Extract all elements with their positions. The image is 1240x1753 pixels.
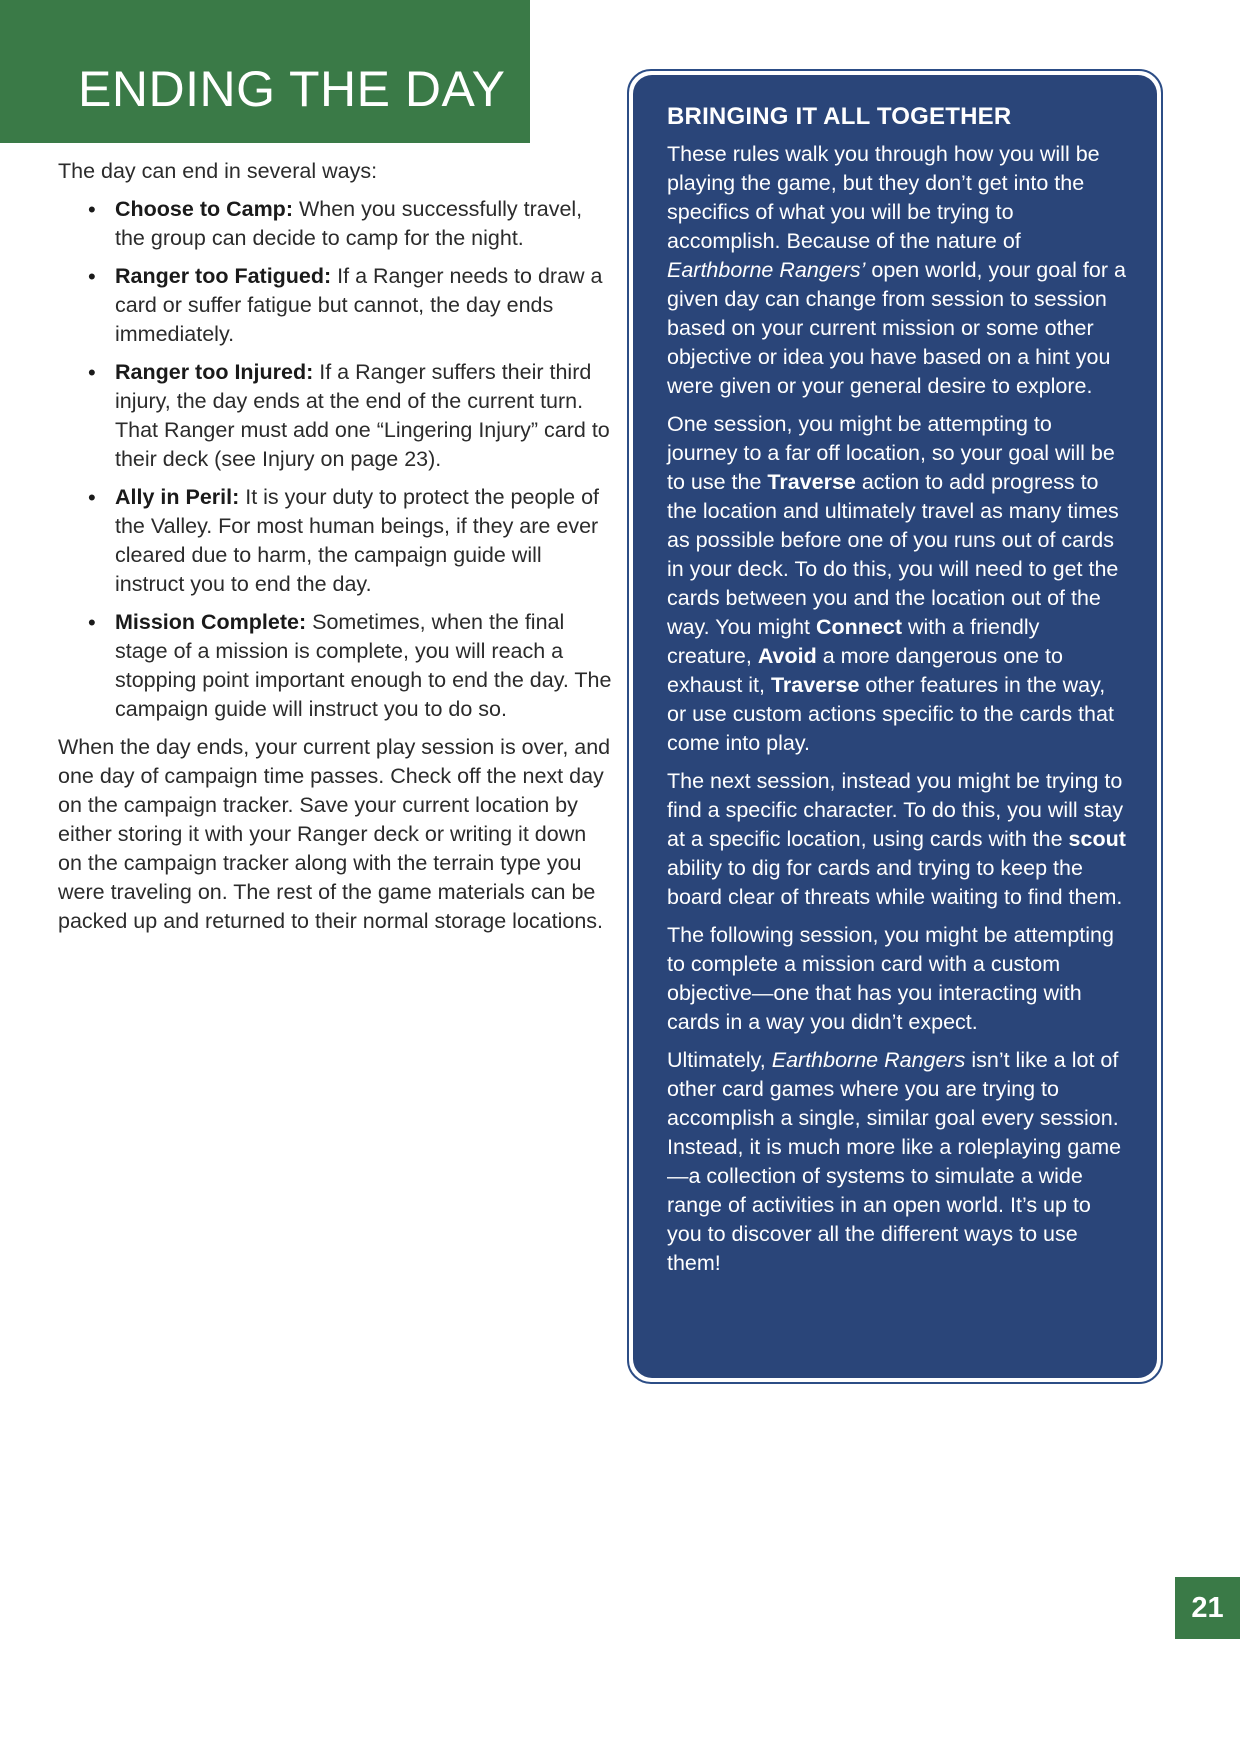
- keyword-traverse: Traverse: [767, 470, 856, 494]
- main-column: [58, 157, 613, 936]
- intro-text: The day can end in several ways:: [58, 159, 378, 183]
- list-item-term: Mission Complete:: [115, 610, 307, 634]
- sidebar-text: open world, your goal for a given day can change from session to session based on your current mission or some other objective or idea you have based on a hint you were given or your general desire to explore.: [667, 258, 1126, 398]
- keyword-connect: Connect: [816, 615, 902, 639]
- list-item: [58, 483, 613, 599]
- sidebar-text: Ultimately,: [667, 1048, 772, 1072]
- section-header-band: [0, 0, 530, 143]
- sidebar-text: action to add progress to the location and ultimately travel as many times as possible before one of you runs out of cards in your deck. To do this, you will need to get the cards between you and the location out of the way. You might: [667, 470, 1119, 639]
- list-item-text: If a Ranger needs to draw a card or suffer fatigue but cannot, the day ends immediately.: [115, 264, 603, 346]
- page-number-tab: [1175, 1577, 1240, 1639]
- sidebar-paragraph: [667, 767, 1127, 912]
- game-title-italic: Earthborne Rangers: [771, 1048, 966, 1072]
- list-item-term: Ally in Peril:: [115, 485, 240, 509]
- page-title: ENDING THE DAY: [78, 61, 506, 117]
- list-item-text: It is your duty to protect the people of the Valley. For most human beings, if they are ever cleared due to harm, the campaign guide will instruct you to end the day.: [115, 485, 600, 596]
- sidebar-text: These rules walk you through how you will be playing the game, but they don’t get into the specifics of what you will be trying to accomplish. Because of the nature of: [667, 142, 1100, 253]
- list-item-term: Ranger too Injured:: [115, 360, 314, 384]
- keyword-traverse: Traverse: [770, 673, 860, 697]
- sidebar-paragraph: [667, 140, 1127, 401]
- closing-paragraph: When the day ends, your current play session is over, and one day of campaign time passes. Check off the next day on the campaign tracker. Save your current location by either storing it with your Ranger deck or writing it down on the campaign tracker along with the terrain type you were traveling on. The rest of the game materials can be packed up and returned to their normal storage locations.: [58, 735, 611, 933]
- sidebar-text: isn’t like a lot of other card games where you are trying to accomplish a single, similar goal every session. Instead, it is much more like a roleplaying game—a collection of systems to simulate a wide range of activities in an open world. It’s up to you to discover all the different ways to use them!: [667, 1048, 1122, 1275]
- keyword-avoid: Avoid: [757, 644, 817, 668]
- list-item: [58, 262, 613, 349]
- sidebar-paragraph: [667, 1046, 1127, 1278]
- list-item-term: Ranger too Fatigued:: [115, 264, 332, 288]
- list-item-text: Sometimes, when the final stage of a mission is complete, you will reach a stopping point important enough to end the day. The campaign guide will instruct you to do so.: [115, 610, 612, 721]
- game-title-italic: Earthborne Rangers’: [667, 258, 866, 282]
- sidebar-box: [633, 75, 1157, 1378]
- sidebar-heading: BRINGING IT ALL TOGETHER: [667, 103, 1012, 130]
- page-number: 21: [1191, 1591, 1224, 1624]
- sidebar-text: a more dangerous one to exhaust it,: [667, 644, 1063, 697]
- list-item-term: Choose to Camp:: [115, 197, 293, 221]
- list-item-text: If a Ranger suffers their third injury, the day ends at the end of the current turn. That Ranger must add one “Lingering Injury” card to their deck (see Injury on page 23).: [115, 360, 610, 471]
- list-item: [58, 195, 613, 253]
- sidebar-text: The next session, instead you might be trying to find a specific character. To do this, you will stay at a specific location, using cards with the: [667, 769, 1124, 851]
- list-item: [58, 608, 613, 724]
- sidebar-paragraph: [667, 410, 1127, 758]
- sidebar-text: with a friendly creature,: [667, 615, 1040, 668]
- sidebar-text: One session, you might be attempting to journey to a far off location, so your goal will be to use the: [667, 412, 1115, 494]
- keyword-scout: scout: [1068, 827, 1126, 851]
- list-item: [58, 358, 613, 474]
- sidebar-paragraph: The following session, you might be attempting to complete a mission card with a custom objective—one that has you interacting with cards in a way you didn’t expect.: [667, 923, 1114, 1034]
- list-item-text: When you successfully travel, the group can decide to camp for the night.: [115, 197, 583, 250]
- sidebar-text: ability to dig for cards and trying to keep the board clear of threats while waiting to find them.: [667, 856, 1123, 909]
- sidebar-text: other features in the way, or use custom actions specific to the cards that come into play.: [667, 673, 1114, 755]
- day-ending-list: [58, 195, 613, 724]
